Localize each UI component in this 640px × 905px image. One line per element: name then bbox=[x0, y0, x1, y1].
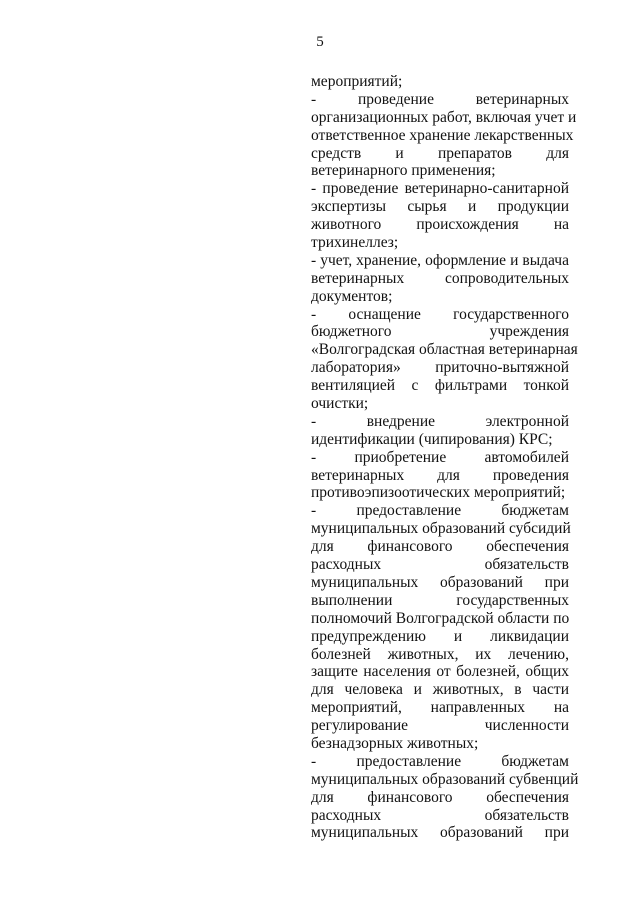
text-line: очистки; bbox=[311, 395, 369, 413]
text-line: организационных работ, включая учет и bbox=[311, 108, 577, 126]
text-line: трихинеллез; bbox=[311, 234, 399, 252]
text-line: - приобретение автомобилей bbox=[311, 448, 569, 466]
text-line: мероприятий, направленных на bbox=[311, 699, 569, 717]
text-line: вентиляцией с фильтрами тонкой bbox=[311, 377, 569, 395]
text-line: - оснащение государственного bbox=[311, 305, 569, 323]
page-number: 5 bbox=[316, 34, 324, 50]
text-line: муниципальных образований при bbox=[311, 824, 569, 842]
text-line: расходных обязательств bbox=[311, 556, 569, 574]
text-line: полномочий Волгоградской области по bbox=[311, 609, 570, 627]
text-line: «Волгоградская областная ветеринарная bbox=[311, 341, 578, 359]
text-line: для человека и животных, в части bbox=[311, 681, 569, 699]
text-line: болезней животных, их лечению, bbox=[311, 645, 569, 663]
text-line: - проведение ветеринарных bbox=[311, 90, 569, 108]
text-line: безнадзорных животных; bbox=[311, 734, 479, 752]
text-line: - предоставление бюджетам bbox=[311, 752, 569, 770]
text-line: ветеринарных для проведения bbox=[311, 466, 569, 484]
text-line: экспертизы сырья и продукции bbox=[311, 198, 569, 216]
text-line: документов; bbox=[311, 287, 393, 305]
text-line: ответственное хранение лекарственных bbox=[311, 126, 574, 144]
text-line: для финансового обеспечения bbox=[311, 788, 569, 806]
text-line: - проведение ветеринарно-санитарной bbox=[311, 180, 569, 198]
text-line: муниципальных образований субсидий bbox=[311, 520, 571, 538]
text-line: регулирование численности bbox=[311, 717, 569, 735]
text-line: - предоставление бюджетам bbox=[311, 502, 569, 520]
text-line: лаборатория» приточно-вытяжной bbox=[311, 359, 569, 377]
text-line: муниципальных образований при bbox=[311, 573, 569, 591]
text-line: для финансового обеспечения bbox=[311, 538, 569, 556]
text-line: - внедрение электронной bbox=[311, 412, 569, 430]
body-text bbox=[311, 73, 579, 842]
text-line: расходных обязательств bbox=[311, 806, 569, 824]
text-line: мероприятий; bbox=[311, 73, 403, 90]
text-line: предупреждению и ликвидации bbox=[311, 627, 569, 645]
text-line: средств и препаратов для bbox=[311, 144, 569, 162]
text-line: - учет, хранение, оформление и выдача bbox=[311, 251, 569, 269]
text-line: ветеринарного применения; bbox=[311, 162, 496, 180]
text-line: муниципальных образований субвенций bbox=[311, 770, 579, 788]
text-line: защите населения от болезней, общих bbox=[311, 663, 569, 681]
text-line: животного происхождения на bbox=[311, 216, 569, 234]
text-line: идентификации (чипирования) КРС; bbox=[311, 430, 553, 448]
text-line: ветеринарных сопроводительных bbox=[311, 269, 569, 287]
text-line: бюджетного учреждения bbox=[311, 323, 569, 341]
text-line: выполнении государственных bbox=[311, 591, 569, 609]
text-line: противоэпизоотических мероприятий; bbox=[311, 484, 566, 502]
